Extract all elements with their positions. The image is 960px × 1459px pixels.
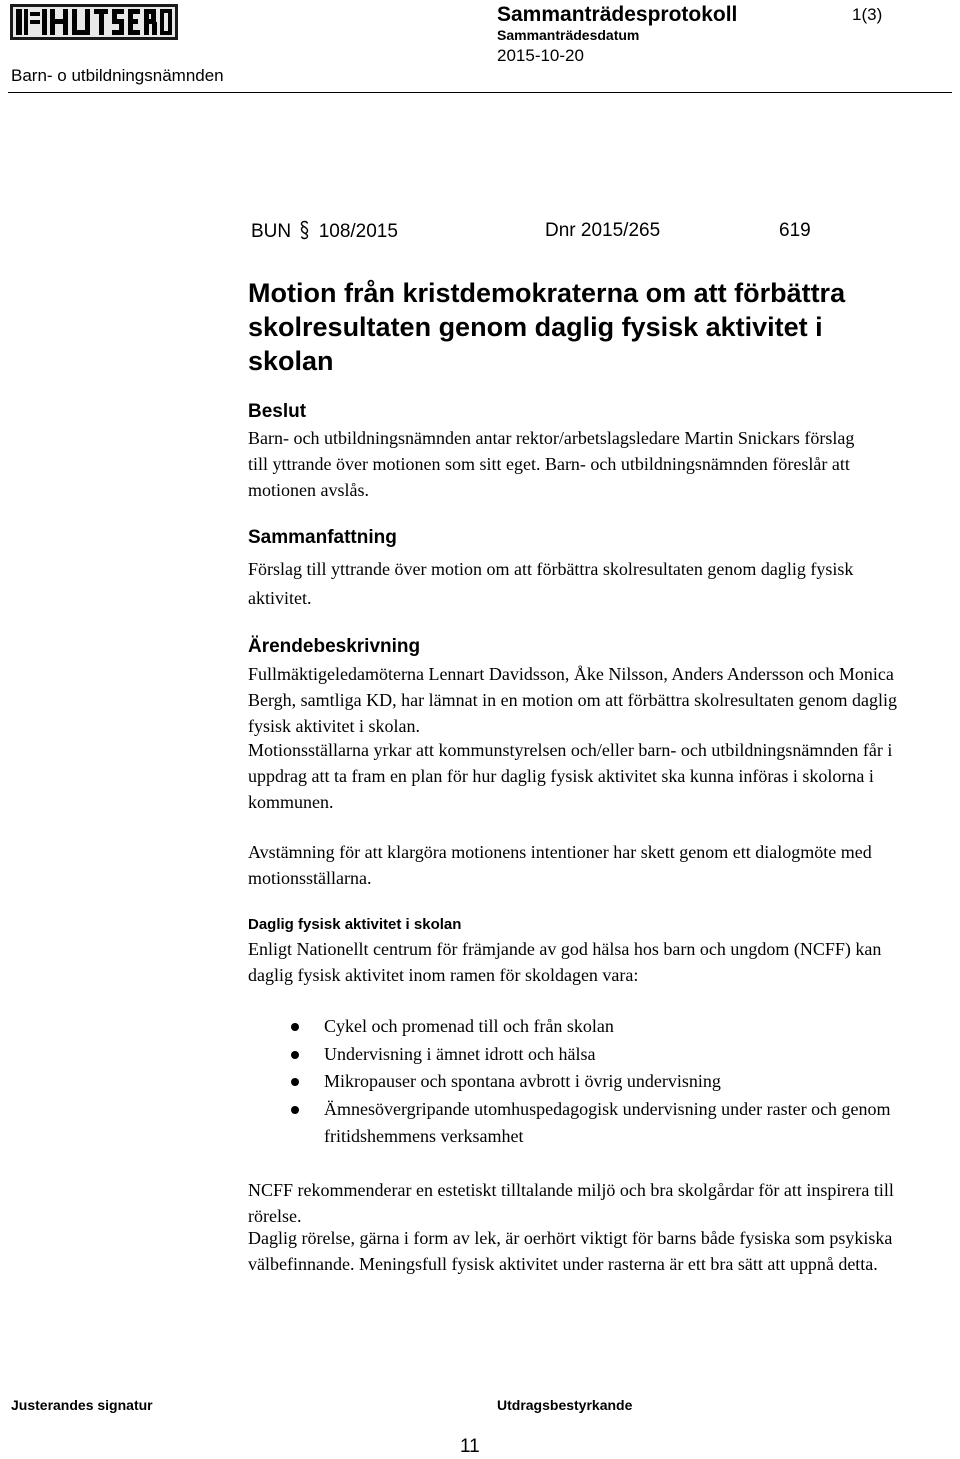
page-indicator: 1(3)	[852, 5, 883, 24]
bullet-dot-icon	[291, 1078, 299, 1086]
diary-number: Dnr 2015/265	[545, 220, 661, 241]
daglig-intro: Enligt Nationellt centrum för främjande av god hälsa hos barn och ungdom (NCFF) kan daglig fysisk aktivitet inom ramen för skoldagen vara:	[248, 939, 882, 985]
classification-code: 619	[779, 220, 811, 241]
page-title	[248, 276, 928, 378]
list-item-text: Cykel och promenad till och från skolan	[324, 1016, 614, 1036]
arende-paragraph-3: Avstämning för att klargöra motionens intentioner har skett genom ett dialogmöte med motionsställarna.	[248, 842, 872, 888]
section-sign-icon	[299, 220, 310, 240]
daglig-paragraph-2: Daglig rörelse, gärna i form av lek, är oerhört viktigt för barns både fysiska som psykiska välbefinnande. Meningsfull fysisk aktivitet under rasterna är ett bra sätt att uppnå detta.	[248, 1228, 893, 1274]
list-item-text: Ämnesövergripande utomhuspedagogisk undervisning under raster och genom fritidshemmens verksamhet	[324, 1098, 891, 1146]
bullet-dot-icon	[291, 1023, 299, 1031]
beslut-text: Barn- och utbildningsnämnden antar rektor/arbetslagsledare Martin Snickars förslag till yttrande över motionen som sitt eget. Barn- och utbildningsnämnden föreslår att motionen avslås.	[248, 428, 855, 500]
title-line-2: skolresultaten genom daglig fysisk aktivitet i	[248, 312, 823, 342]
municipality-logo-icon	[10, 2, 178, 42]
title-line-3: skolan	[248, 346, 334, 376]
list-item	[248, 1013, 928, 1041]
daglig-paragraph-1: NCFF rekommenderar en estetiskt tilltalande miljö och bra skolgårdar för att inspirera till rörelse.	[248, 1180, 894, 1226]
arendebeskrivning-heading: Ärendebeskrivning	[248, 636, 421, 657]
sammanfattning-text: Förslag till yttrande över motion om att förbättra skolresultaten genom daglig fysisk aktivitet.	[248, 559, 854, 608]
bullet-dot-icon	[291, 1106, 299, 1114]
case-reference	[251, 220, 398, 243]
bun-number: 108/2015	[318, 221, 398, 242]
page-number: 11	[460, 1436, 480, 1457]
bullet-dot-icon	[291, 1051, 299, 1059]
arende-paragraph-1: Fullmäktigeledamöterna Lennart Davidsson, Åke Nilsson, Anders Andersson och Monica Bergh, samtliga KD, har lämnat in en motion om att förbättra skolresultaten genom daglig fysisk aktivitet i skolan.	[248, 664, 898, 736]
beslut-heading: Beslut	[248, 401, 307, 422]
meeting-date: 2015-10-20	[497, 46, 584, 65]
activity-list	[248, 1013, 928, 1151]
signature-label: Justerandes signatur	[11, 1397, 153, 1413]
meeting-date-label: Sammanträdesdatum	[497, 27, 640, 43]
title-line-1: Motion från kristdemokraterna om att förbättra	[248, 278, 846, 308]
list-item	[248, 1041, 928, 1069]
committee-name: Barn- o utbildningsnämnden	[11, 66, 224, 85]
arende-paragraph-2: Motionsställarna yrkar att kommunstyrelsen och/eller barn- och utbildningsnämnden får i uppdrag att ta fram en plan för hur daglig fysisk aktivitet ska kunna införas i skolorna i kommunen.	[248, 740, 893, 812]
list-item	[248, 1068, 928, 1096]
bun-label: BUN	[251, 221, 292, 242]
sammanfattning-heading: Sammanfattning	[248, 527, 397, 548]
daglig-heading: Daglig fysisk aktivitet i skolan	[248, 916, 462, 933]
document-title: Sammanträdesprotokoll	[497, 3, 738, 26]
list-item-text: Undervisning i ämnet idrott och hälsa	[324, 1043, 596, 1064]
list-item-text: Mikropauser och spontana avbrott i övrig undervisning	[324, 1071, 721, 1091]
list-item	[248, 1096, 928, 1151]
extract-certification-label: Utdragsbestyrkande	[497, 1397, 633, 1413]
header-divider	[8, 92, 952, 93]
